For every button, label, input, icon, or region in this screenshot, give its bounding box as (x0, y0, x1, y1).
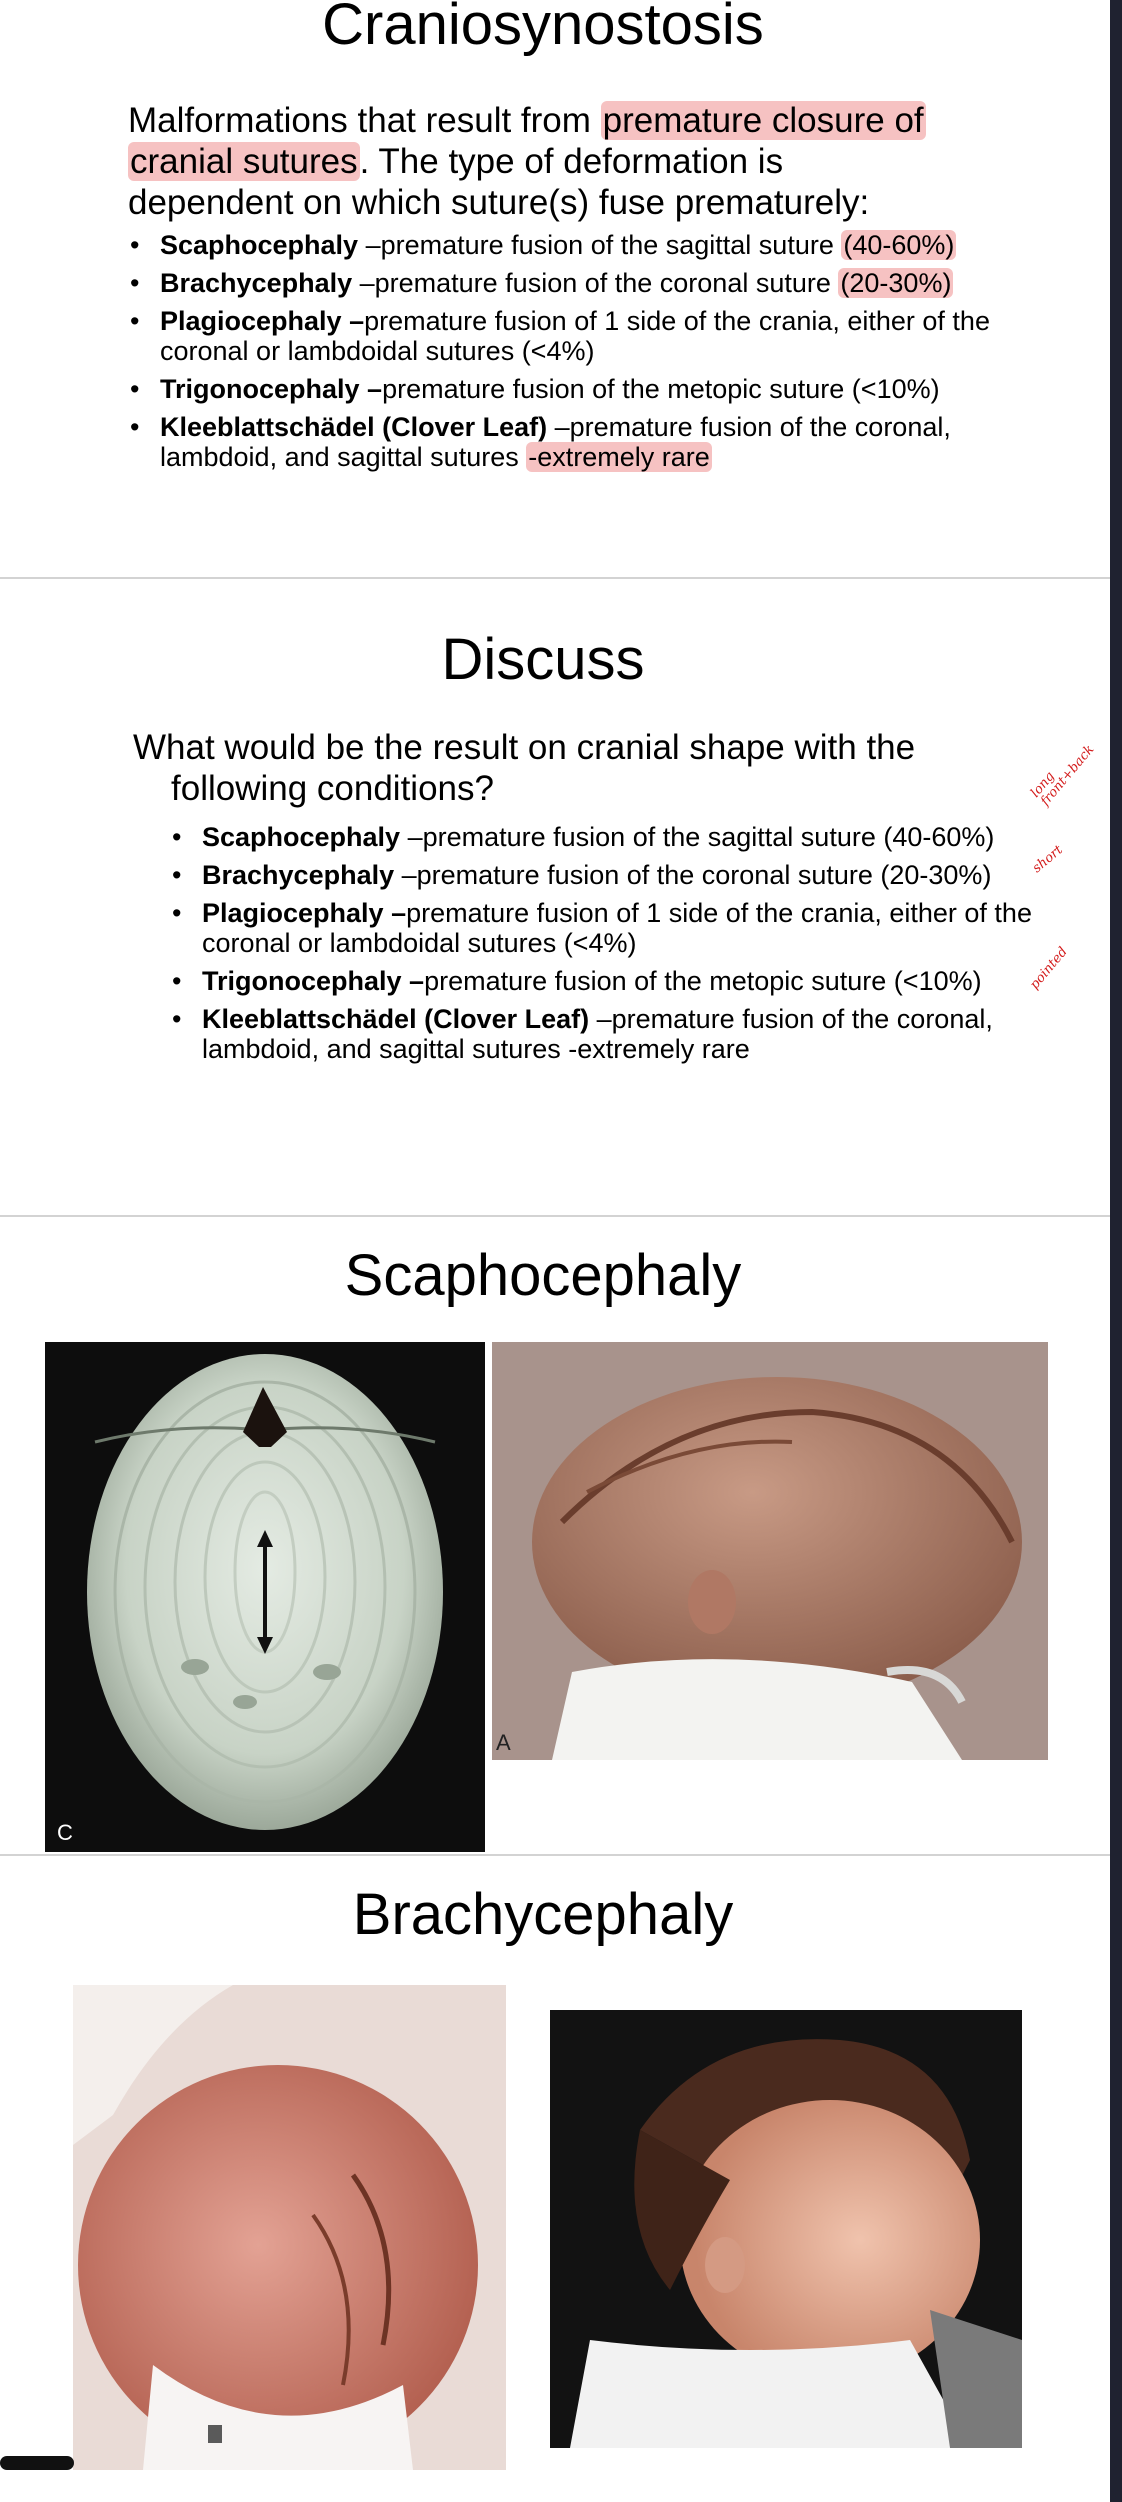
slide-discuss (0, 579, 1110, 1215)
highlight-rare: -extremely rare (528, 442, 710, 472)
definition: premature fusion of 1 side of the crania, either of the coronal or lambdoidal sutures (<4%) (160, 306, 990, 366)
term: Scaphocephaly (202, 822, 401, 852)
handwritten-note: short (1029, 842, 1066, 877)
intro-line-1 (128, 100, 1008, 141)
skull-ct-image (45, 1342, 485, 1852)
slide-intro (128, 100, 1008, 223)
condition-list (172, 822, 1042, 1072)
highlight-percentage: (40-60%) (843, 230, 955, 260)
slide-scaphocephaly (0, 1217, 1110, 1854)
definition: –premature fusion of the coronal suture (352, 268, 839, 298)
list-item-plagiocephaly (172, 898, 1042, 958)
list-item-brachycephaly (130, 268, 1010, 298)
skull-top-view (45, 1342, 485, 1852)
highlight-percentage: (20-30%) (840, 268, 952, 298)
slide-title: Brachycephaly (352, 1882, 734, 1947)
child-head-illustration (550, 2010, 1022, 2448)
slide-title: Scaphocephaly (344, 1243, 742, 1308)
child-profile-photo (550, 2010, 1022, 2448)
slide-craniosynostosis (0, 0, 1110, 578)
term: Plagiocephaly – (160, 306, 365, 336)
term: Kleeblattschädel (Clover Leaf) (160, 412, 548, 442)
definition: premature fusion of the metopic suture (<10%) (382, 374, 940, 404)
term: Plagiocephaly – (202, 898, 407, 928)
list-item-kleeblattschadel (130, 412, 1010, 472)
infant-profile-photo (492, 1342, 1048, 1760)
definition: premature fusion of 1 side of the crania, either of the coronal or lambdoidal sutures (<4%) (202, 898, 1032, 958)
image-label-c: C (57, 1820, 73, 1845)
term: Trigonocephaly – (202, 966, 425, 996)
definition: –premature fusion of the coronal, lambdoid, and sagittal sutures -extremely rare (202, 1004, 993, 1064)
list-item-kleeblattschadel (172, 1004, 1042, 1064)
list-item-scaphocephaly (130, 230, 1010, 260)
slide-brachycephaly (0, 1856, 1110, 2502)
slide-title: Discuss (441, 627, 645, 692)
list-item-plagiocephaly (130, 306, 1010, 366)
definition: –premature fusion of the sagittal suture (358, 230, 842, 260)
slide-title: Craniosynostosis (322, 0, 764, 57)
list-item-scaphocephaly (172, 822, 1042, 852)
intro-text: . The type of deformation is (359, 142, 784, 181)
term: Kleeblattschädel (Clover Leaf) (202, 1004, 590, 1034)
highlight-closure: premature closure of (602, 101, 924, 140)
infant-head-illustration (492, 1342, 1048, 1760)
definition: premature fusion of the metopic suture (<10%) (424, 966, 982, 996)
term: Scaphocephaly (160, 230, 359, 260)
intro-line-3: dependent on which suture(s) fuse prematurely: (128, 183, 870, 222)
list-item-trigonocephaly (172, 966, 1042, 996)
highlight-sutures: cranial sutures (130, 142, 358, 181)
scrollbar-track[interactable] (1110, 0, 1122, 2502)
infant-top-view-photo (73, 1985, 506, 2470)
term: Brachycephaly (160, 268, 353, 298)
term: Trigonocephaly – (160, 374, 383, 404)
question-line-2: following conditions? (171, 769, 494, 808)
image-label-a: A (496, 1730, 511, 1755)
discussion-question (133, 727, 1013, 809)
term: Brachycephaly (202, 860, 395, 890)
list-item-trigonocephaly (130, 374, 1010, 404)
horizontal-scroll-indicator[interactable] (0, 2456, 74, 2470)
infant-crown-illustration (73, 1985, 506, 2470)
definition: –premature fusion of the sagittal suture (40-60%) (400, 822, 995, 852)
suture-list (130, 230, 1010, 480)
list-item-brachycephaly (172, 860, 1042, 890)
intro-text: Malformations that result from (128, 101, 601, 140)
question-line-1: What would be the result on cranial shape with the (133, 728, 916, 767)
handwritten-note: pointed (1027, 944, 1071, 993)
definition: –premature fusion of the coronal, lambdoid, and sagittal sutures (160, 412, 951, 472)
handwritten-note: long front+back (1027, 742, 1098, 809)
intro-line-2 (128, 141, 1008, 182)
definition: –premature fusion of the coronal suture (20-30%) (394, 860, 992, 890)
